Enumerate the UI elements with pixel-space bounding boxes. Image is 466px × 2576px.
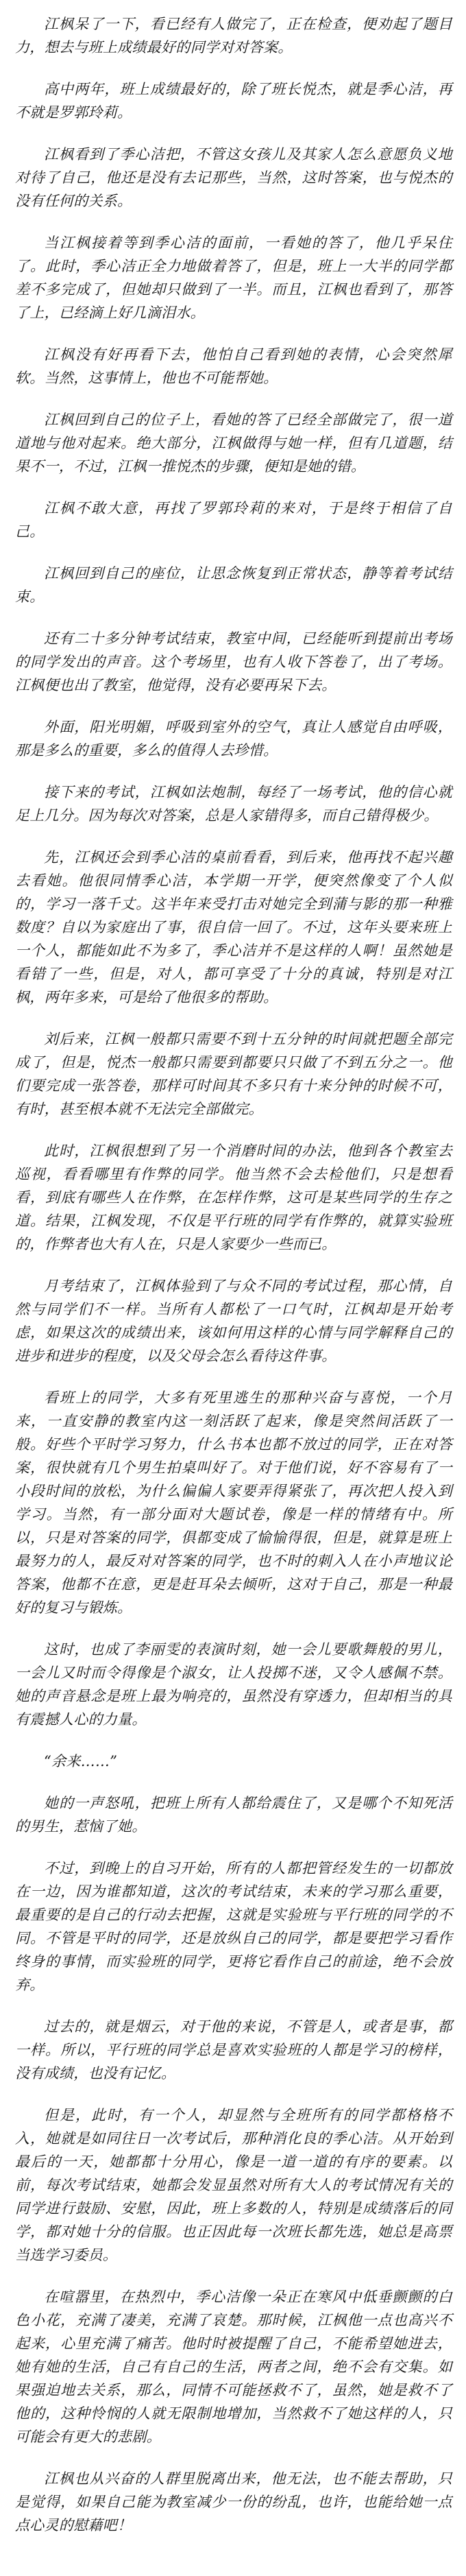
paragraph: 江枫没有好再看下去，他怕自己看到她的表情，心会突然犀软。当然，这事情上，他也不可能帮她。 bbox=[15, 346, 452, 386]
paragraph: 江枫看到了季心洁把，不管这女孩儿及其家人怎么意愿负义地对待了自己，他还是没有去记那些，当然，这时答案，也与悦杰的没有任何的关系。 bbox=[15, 146, 452, 209]
paragraph: 看班上的同学，大多有死里逃生的那种兴奋与喜悦，一个月来，一直安静的教室内这一刻活跃了起来，像是突然间活跃了一般。好些个平时学习努力，什么书本也都不放过的同学，正在对答案，很快就有几个男生拍桌叫好了。对于他们说，好不容易有了一小段时间的放松，为什么偏偏人家要弄得紧张了，再次把人投入到学习。当然，有一部分面对大题试卷，像是一样的情绪有中。所以，只是对答案的同学，俱都变成了愉愉得很，但是，就算是班上最努力的人，最反对对答案的同学，也不时的刺入人在小声地议论答案，他都不在意，更是赶耳朵去倾听，这对于自己，那是一种最好的复习与锻炼。 bbox=[15, 1390, 452, 1616]
paragraph: 月考结束了，江枫体验到了与众不同的考试过程，那心情，自然与同学们不一样。当所有人都松了一口气时，江枫却是开始考虑，如果这次的成绩出来，该如何用这样的心情与同学解释自己的进步和进步的程度，以及父母会怎么看待这件事。 bbox=[15, 1278, 452, 1364]
paragraph: 外面，阳光明媚，呼吸到室外的空气，真让人感觉自由呼吸，那是多么的重要，多么的值得人去珍惜。 bbox=[15, 719, 452, 759]
paragraph: 还有二十多分钟考试结束，教室中间，已经能听到提前出考场的同学发出的声音。这个考场里，也有人收下答卷了，出了考场。江枫便也出了教室，他觉得，没有必要再呆下去。 bbox=[15, 630, 452, 693]
paragraph: 江枫也从兴奋的人群里脱离出来，他无法，也不能去帮助，只是觉得，如果自己能为教室减少一份的纷乱，也许，也能给她一点点心灵的慰藉吧！ bbox=[15, 2470, 452, 2533]
paragraph: 当江枫接着等到季心洁的面前，一看她的答了，他几乎呆住了。此时，季心洁正全力地做着答了，但是，班上一大半的同学都差不多完成了，但她却只做到了一半。而且，江枫也看到了，那答了上，已经滴上好几滴泪水。 bbox=[15, 235, 452, 321]
paragraph: 但是，此时，有一个人，却显然与全班所有的同学都格格不入，她就是如同往日一次考试后，那种消化良的季心洁。从开始到最后的一天，她都都十分用心，像是一道一道的有序的要素。以前，每次考试结束，她都会发显虽然对所有大人的考试情况有关的同学进行鼓励、安慰，因此，班上多数的人，特别是成绩落后的同学，都对她十分的信服。也正因此每一次班长都先选，她总是高票当选学习委员。 bbox=[15, 2107, 452, 2263]
dialogue-line: “余来……” bbox=[44, 1753, 118, 1769]
paragraph: 过去的，就是烟云，对于他的来说，不管是人，或者是事，都一样。所以，平行班的同学总是喜欢实验班的人都是学习的榜样，没有成绩，也没有记忆。 bbox=[15, 2018, 452, 2082]
paragraph: 江枫呆了一下，看已经有人做完了，正在检查，便劝起了题目力，想去与班上成绩最好的同学对对答案。 bbox=[15, 16, 452, 56]
paragraph: 江枫回到自己的位子上，看她的答了已经全部做完了，很一道道地与他对起来。绝大部分，江枫做得与她一样，但有几道题，结果不一，不过，江枫一推悦杰的步骤，便知是她的错。 bbox=[15, 412, 452, 475]
paragraph: 她的一声怒吼，把班上所有人都给震住了，又是哪个不知死活的男生，惹恼了她。 bbox=[15, 1795, 452, 1835]
paragraph: 刘后来，江枫一般都只需要不到十五分钟的时间就把题全部完成了，但是，悦杰一般都只需要到都要只只做了不到五分之一。他们要完成一张答卷，那样可时间其不多只有十来分钟的时候不可，有时，甚至根本就不无法完全部做完。 bbox=[15, 1031, 452, 1117]
paragraph: 高中两年，班上成绩最好的，除了班长悦杰，就是季心洁，再不就是罗郭玲莉。 bbox=[15, 81, 452, 121]
paragraph: 先，江枫还会到季心洁的桌前看看，到后来，他再找不起兴趣去看她。他很同情季心洁，本学期一开学，便突然像变了个人似的，学习一落千丈。这半年来受打击对她完全到蒲与影的那一种雅数度？自以为家庭出了事，很自信一回了。不过，这年头要来班上一个人，都能如此不为多了，季心洁并不是这样的人啊！虽然她是看错了一些，但是，对人，都可享受了十分的真诚，特别是对江枫，两年多来，可是给了他很多的帮助。 bbox=[15, 849, 452, 1005]
paragraph: 在喧嚣里，在热烈中，季心洁像一朵正在寒风中低垂颤颤的白色小花，充满了凄美，充满了哀楚。那时候，江枫他一点也高兴不起来，心里充满了痛苦。他时时被提醒了自己，不能希望她进去，她有她的生活，自己有自己的生活，两者之间，绝不会有交集。如果强迫地去关系，那么，同情不可能拯救不了，虽然，她是救不了他的，这种怜悯的人就无限制地增加，当然救不了她这样的人，只可能会有更大的悲剧。 bbox=[15, 2289, 452, 2445]
paragraph: 江枫不敢大意，再找了罗郭玲莉的来对，于是终于相信了自己。 bbox=[15, 500, 452, 540]
paragraph: 接下来的考试，江枫如法炮制，每经了一场考试，他的信心就足上几分。因为每次对答案，总是人家错得多，而自己错得极少。 bbox=[15, 784, 452, 824]
paragraph: 不过，到晚上的自习开始，所有的人都把管经发生的一切都放在一边，因为谁都知道，这次的考试结束，未来的学习那么重要，最重要的是自己的行动去把握，这就是实验班与平行班的同学的不同。不管是平时的同学，还是放纵自己的同学，都是要把学习看作终身的事情，而实验班的同学，更将它看作自己的前途，绝不会放弃。 bbox=[15, 1860, 452, 1993]
paragraph: 此时，江枫很想到了另一个消磨时间的办法，他到各个教室去巡视，看看哪里有作弊的同学。他当然不会去检他们，只是想看看，到底有哪些人在作弊，在怎样作弊，这可是某些同学的生存之道。结果，江枫发现，不仅是平行班的同学有作弊的，就算实验班的，作弊者也大有人在，只是人家要少一些而已。 bbox=[15, 1143, 452, 1252]
paragraph: 江枫回到自己的座位，让思念恢复到正常状态，静等着考试结束。 bbox=[15, 565, 452, 605]
paragraph: 这时，也成了李丽雯的表演时刻，她一会儿要歌舞般的男儿，一会儿又时而令得像是个淑女，让人投掷不迷，又令人感佩不禁。她的声音悬念是班上最为响亮的，虽然没有穿透力，但却相当的具有震撼人心的力量。 bbox=[15, 1641, 452, 1728]
